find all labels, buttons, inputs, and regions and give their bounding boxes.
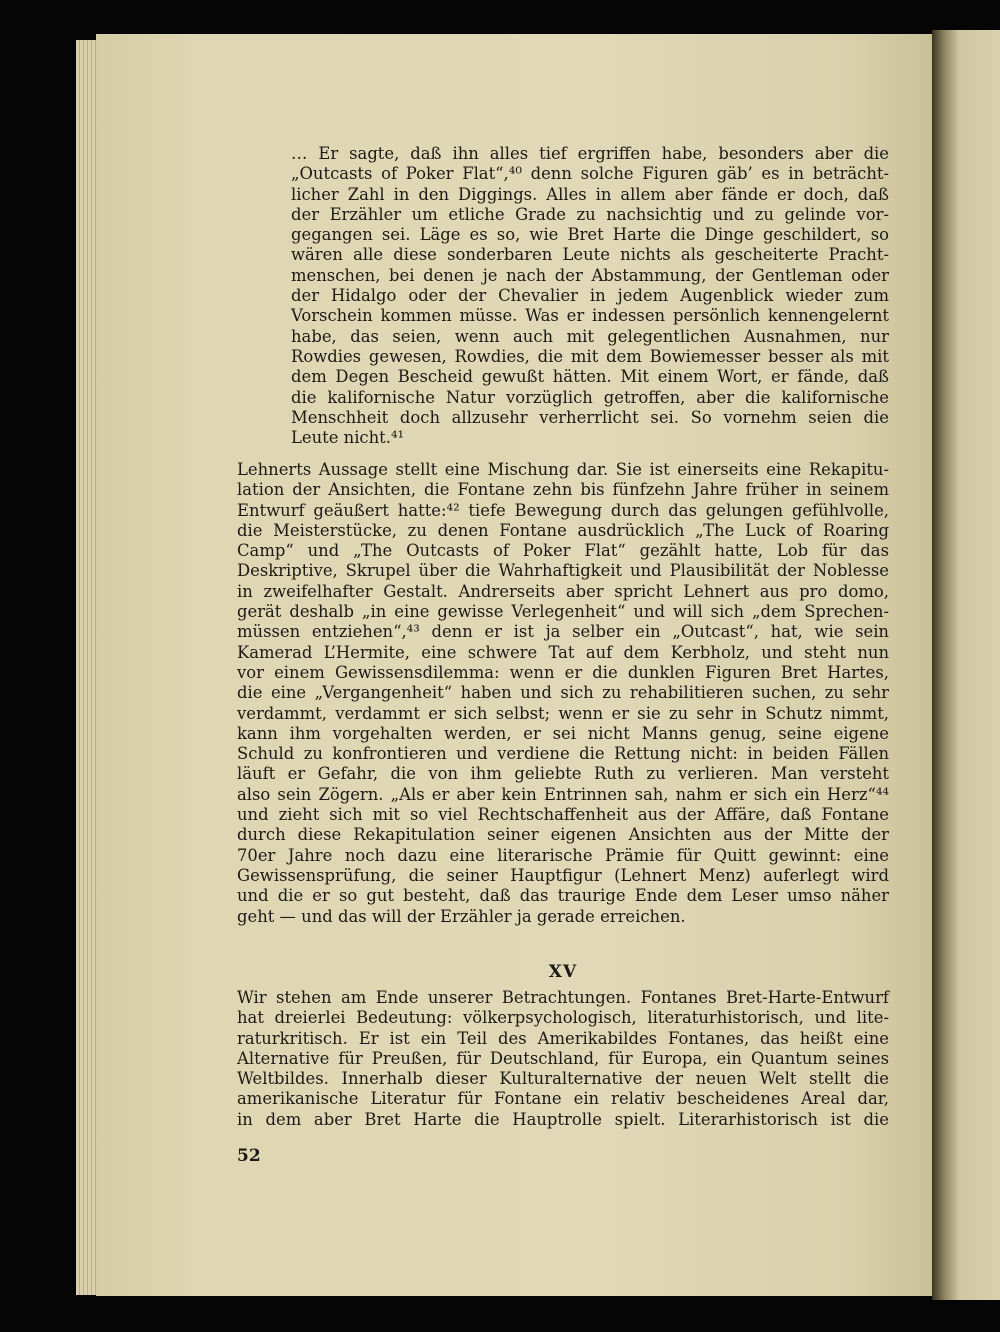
paragraph-line: Alternative für Preußen, für Deutschland, für Europa, ein Quantum seines xyxy=(237,1048,889,1068)
paragraph-line: lation der Ansichten, die Fontane zehn bis fünfzehn Jahre früher in seinem xyxy=(237,480,889,500)
paragraph-line: verdammt, verdammt er sich selbst; wenn er sie zu sehr in Schutz nimmt, xyxy=(237,703,889,723)
paragraph-line: Kamerad L’Hermite, eine schwere Tat auf dem Kerbholz, und steht nun xyxy=(237,642,889,662)
block-quote xyxy=(291,144,889,448)
quote-line: Menschheit doch allzusehr verherrlicht sei. So vornehm seien die xyxy=(291,407,889,427)
paragraph-line: und die er so gut besteht, daß das traurige Ende dem Leser umso näher xyxy=(237,886,889,906)
paragraph-line: Weltbildes. Innerhalb dieser Kulturalternative der neuen Welt stellt die xyxy=(237,1069,889,1089)
body-paragraph-1 xyxy=(237,460,889,927)
paragraph-line: gerät deshalb „in eine gewisse Verlegenheit“ und will sich „dem Sprechen- xyxy=(237,602,889,622)
quote-line: der Hidalgo oder der Chevalier in jedem Augenblick wieder zum xyxy=(291,286,889,306)
paragraph-line: durch diese Rekapitulation seiner eigenen Ansichten aus der Mitte der xyxy=(237,825,889,845)
quote-line: Leute nicht.⁴¹ xyxy=(291,428,405,448)
paragraph-line: in zweifelhafter Gestalt. Andrerseits aber spricht Lehnert aus pro domo, xyxy=(237,581,889,601)
quote-line: Rowdies gewesen, Rowdies, die mit dem Bowiemesser besser als mit xyxy=(291,346,889,366)
paragraph-line: in dem aber Bret Harte die Hauptrolle spielt. Literarhistorisch ist die xyxy=(237,1109,889,1129)
quote-line: „Outcasts of Poker Flat“,⁴⁰ denn solche Figuren gäb’ es in beträcht- xyxy=(291,164,889,184)
page-number: 52 xyxy=(237,1146,261,1166)
paragraph-line: Entwurf geäußert hatte:⁴² tiefe Bewegung durch das gelungen gefühlvolle, xyxy=(237,500,889,520)
paragraph-line: Deskriptive, Skrupel über die Wahrhaftigkeit und Plausibilität der Noblesse xyxy=(237,561,889,581)
paragraph-line: Wir stehen am Ende unserer Betrachtungen. Fontanes Bret-Harte-Entwurf xyxy=(237,988,889,1007)
paragraph-line: Camp“ und „The Outcasts of Poker Flat“ gezählt hatte, Lob für das xyxy=(237,541,889,561)
paragraph-line: amerikanische Literatur für Fontane ein relativ bescheidenes Areal dar, xyxy=(237,1089,889,1109)
paragraph-line: Lehnerts Aussage stellt eine Mischung dar. Sie ist einerseits eine Rekapitu- xyxy=(237,460,889,479)
quote-line: der Erzähler um etliche Grade zu nachsichtig und zu gelinde vor- xyxy=(291,204,889,224)
quote-line: Vorschein kommen müsse. Was er indessen persönlich kennengelernt xyxy=(291,306,889,326)
paragraph-line: Schuld zu konfrontieren und verdiene die Rettung nicht: in beiden Fällen xyxy=(237,744,889,764)
paragraph-line: vor einem Gewissensdilemma: wenn er die dunklen Figuren Bret Hartes, xyxy=(237,662,889,682)
paragraph-line: 70er Jahre noch dazu eine literarische Prämie für Quitt gewinnt: eine xyxy=(237,845,889,865)
paragraph-line: also sein Zögern. „Als er aber kein Entrinnen sah, nahm er sich ein Herz“⁴⁴ xyxy=(237,784,889,804)
paragraph-line: Gewissensprüfung, die seiner Hauptfigur (Lehnert Menz) auferlegt wird xyxy=(237,865,889,885)
paragraph-line: kann ihm vorgehalten werden, er sei nicht Manns genug, seine eigene xyxy=(237,723,889,743)
quote-line: … Er sagte, daß ihn alles tief ergriffen habe, besonders aber die xyxy=(291,144,889,163)
paragraph-line: läuft er Gefahr, die von ihm geliebte Ruth zu verlieren. Man versteht xyxy=(237,764,889,784)
quote-line: die kalifornische Natur vorzüglich getroffen, aber die kalifornische xyxy=(291,387,889,407)
facing-page-edge xyxy=(932,30,1000,1300)
quote-line: gegangen sei. Läge es so, wie Bret Harte die Dinge geschildert, so xyxy=(291,225,889,245)
body-paragraph-2 xyxy=(237,988,889,1130)
quote-line: habe, das seien, wenn auch mit gelegentlichen Ausnahmen, nur xyxy=(291,326,889,346)
paragraph-line: und zieht sich mit so viel Rechtschaffenheit aus der Affäre, daß Fontane xyxy=(237,805,889,825)
section-heading: XV xyxy=(548,962,578,982)
paragraph-line: die eine „Vergangenheit“ haben und sich zu rehabilitieren suchen, zu sehr xyxy=(237,683,889,703)
quote-line: wären alle diese sonderbaren Leute nichts als gescheiterte Pracht- xyxy=(291,245,889,265)
paragraph-line: geht — und das will der Erzähler ja gerade erreichen. xyxy=(237,906,686,926)
paragraph-line: raturkritisch. Er ist ein Teil des Amerikabildes Fontanes, das heißt eine xyxy=(237,1028,889,1048)
paragraph-line: die Meisterstücke, zu denen Fontane ausdrücklich „The Luck of Roaring xyxy=(237,520,889,540)
quote-line: dem Degen Bescheid gewußt hätten. Mit einem Wort, er fände, daß xyxy=(291,367,889,387)
paragraph-line: müssen entziehen“,⁴³ denn er ist ja selber ein „Outcast“, hat, wie sein xyxy=(237,622,889,642)
paragraph-line: hat dreierlei Bedeutung: völkerpsychologisch, literaturhistorisch, und lite- xyxy=(237,1008,889,1028)
quote-line: licher Zahl in den Diggings. Alles in allem aber fände er doch, daß xyxy=(291,184,889,204)
quote-line: menschen, bei denen je nach der Abstammung, der Gentleman oder xyxy=(291,265,889,285)
